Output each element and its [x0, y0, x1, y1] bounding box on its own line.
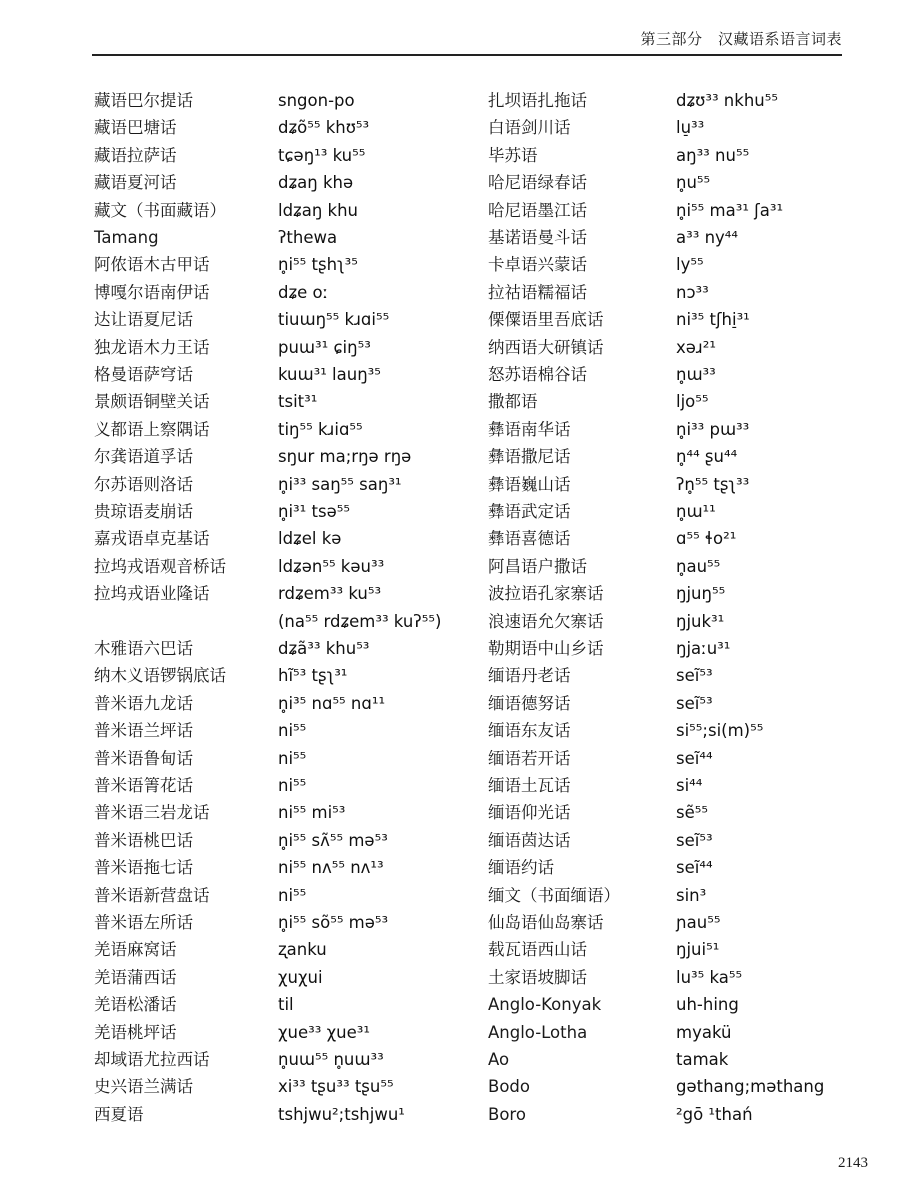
entry-form: sngon-po [278, 91, 355, 110]
entry-term: 嘉戎语卓克基话 [94, 529, 210, 548]
entry-form: ni⁵⁵ [278, 886, 307, 905]
entry-term: 缅语仰光话 [488, 803, 571, 822]
entry-form: n̥i³³ pɯ³³ [676, 420, 750, 439]
entry-term: 阿昌语户撒话 [488, 557, 587, 576]
entry-form: seĩ⁵³ [676, 694, 713, 713]
entry-form: lu³⁵ ka⁵⁵ [676, 968, 743, 987]
entry-form: (na⁵⁵ rdʑem³³ kuʔ⁵⁵) [278, 612, 442, 631]
entry-term: 拉祜语糯福话 [488, 283, 587, 302]
entry-term: 普米语左所话 [94, 913, 193, 932]
entry-form: n̥i⁵⁵ tʂhʅ³⁵ [278, 255, 358, 274]
entry-form: χuχui [278, 968, 323, 987]
entry-term: 羌语桃坪话 [94, 1023, 177, 1042]
entry-form: tsit³¹ [278, 392, 318, 411]
entry-form: gəthang;məthang [676, 1077, 825, 1096]
entry-form: rdʑem³³ ku⁵³ [278, 584, 382, 603]
entry-form: tiŋ⁵⁵ kɹiɑ⁵⁵ [278, 420, 363, 439]
entry-term: 哈尼语绿春话 [488, 173, 587, 192]
entry-term: 独龙语木力王话 [94, 338, 210, 357]
entry-term: 仙岛语仙岛寨话 [488, 913, 604, 932]
entry-form: n̥au⁵⁵ [676, 557, 721, 576]
entry-term: 却域语尤拉西话 [94, 1050, 210, 1069]
entry-form: kuɯ³¹ lauŋ³⁵ [278, 365, 381, 384]
entry-form: n̥i⁵⁵ sõ⁵⁵ mə⁵³ [278, 913, 389, 932]
entry-term: 普米语箐花话 [94, 776, 193, 795]
entry-form: dʑõ⁵⁵ khʊ⁵³ [278, 118, 370, 137]
entry-term: 缅语茵达话 [488, 831, 571, 850]
entry-form: xi³³ tʂu³³ tʂu⁵⁵ [278, 1077, 394, 1096]
entry-form: sin³ [676, 886, 707, 905]
entry-term: 拉坞戎语业隆话 [94, 584, 210, 603]
entry-term: 尔龚语道孚话 [94, 447, 193, 466]
entry-form: n̥u⁵⁵ [676, 173, 711, 192]
entry-form: sẽ⁵⁵ [676, 803, 708, 822]
entry-term: 彝语撒尼话 [488, 447, 571, 466]
entry-term: 白语剑川话 [488, 118, 571, 137]
entry-form: puɯ³¹ ɕiŋ⁵³ [278, 338, 371, 357]
entry-form: ni⁵⁵ mi⁵³ [278, 803, 346, 822]
page-number: 2143 [838, 1155, 868, 1171]
entry-term: 彝语喜德话 [488, 529, 571, 548]
entry-form: lu̠³³ [676, 118, 705, 137]
entry-form: ldʑaŋ khu [278, 201, 359, 220]
entry-form: sŋur ma;rŋə rŋə [278, 447, 412, 466]
entry-form: n̥i³¹ tsə⁵⁵ [278, 502, 350, 521]
entry-term: 羌语蒲西话 [94, 968, 177, 987]
entry-form: n̥i⁵⁵ ma³¹ ʃa³¹ [676, 201, 784, 220]
entry-form: hĩ⁵³ tʂʅ³¹ [278, 666, 348, 685]
entry-form: ldʑən⁵⁵ kəu³³ [278, 557, 385, 576]
entry-form: aŋ³³ nu⁵⁵ [676, 146, 750, 165]
entry-form: dʑʊ³³ nkhu⁵⁵ [676, 91, 778, 110]
entry-form: dʑaŋ khə [278, 173, 354, 192]
entry-term: 普米语鲁甸话 [94, 749, 193, 768]
entry-term: 扎坝语扎拖话 [488, 91, 587, 110]
entry-term: 彝语南华话 [488, 420, 571, 439]
entry-term: 缅语若开话 [488, 749, 571, 768]
entry-term: 藏语巴塘话 [94, 118, 177, 137]
entry-form: seĩ⁴⁴ [676, 749, 713, 768]
entry-form: seĩ⁵³ [676, 666, 713, 685]
entry-form: ni⁵⁵ [278, 721, 307, 740]
entry-form: ni⁵⁵ nʌ⁵⁵ nʌ¹³ [278, 858, 384, 877]
entry-term: 格曼语萨穹话 [94, 365, 193, 384]
entry-form: ʔthewa [278, 228, 338, 247]
entry-form: n̥uɯ⁵⁵ n̥uɯ³³ [278, 1050, 384, 1069]
entry-form: si⁴⁴ [676, 776, 703, 795]
entry-term: 缅语土瓦话 [488, 776, 571, 795]
entry-term: 土家语坡脚话 [488, 968, 587, 987]
entry-term: 彝语武定话 [488, 502, 571, 521]
entry-term: 缅文（书面缅语） [488, 886, 620, 905]
entry-term: 载瓦语西山话 [488, 940, 587, 959]
entry-term: 阿侬语木古甲话 [94, 255, 210, 274]
entry-term: Tamang [94, 228, 159, 247]
entry-form: myakü [676, 1023, 732, 1042]
entry-term: 卡卓语兴蒙话 [488, 255, 587, 274]
entry-term: 达让语夏尼话 [94, 310, 193, 329]
entry-term: 缅语丹老话 [488, 666, 571, 685]
entry-term: Anglo-Lotha [488, 1023, 588, 1042]
entry-form: ni⁵⁵ [278, 776, 307, 795]
entry-form: ɑ⁵⁵ ɬo²¹ [676, 529, 737, 548]
entry-term: 勒期语中山乡话 [488, 639, 604, 658]
entry-term: 羌语麻窝话 [94, 940, 177, 959]
entry-form: ŋjaːu³¹ [676, 639, 731, 658]
entry-term: 羌语松潘话 [94, 995, 177, 1014]
entry-form: n̥ɯ¹¹ [676, 502, 716, 521]
entry-term: 景颇语铜壁关话 [94, 392, 210, 411]
entry-term: 纳西语大研镇话 [488, 338, 604, 357]
entry-form: seĩ⁵³ [676, 831, 713, 850]
entry-form: ŋjuŋ⁵⁵ [676, 584, 726, 603]
entry-term: 波拉语孔家寨话 [488, 584, 604, 603]
entry-form: ʔn̥⁵⁵ tʂʅ³³ [676, 475, 750, 494]
entry-form: a³³ ny⁴⁴ [676, 228, 739, 247]
entry-term: 普米语桃巴话 [94, 831, 193, 850]
entry-term: 基诺语曼斗话 [488, 228, 587, 247]
entry-term: 藏语夏河话 [94, 173, 177, 192]
entry-form: ɲau⁵⁵ [676, 913, 721, 932]
entry-term: Boro [488, 1105, 526, 1124]
entry-term: 傈僳语里吾底话 [488, 310, 604, 329]
entry-form: n̥i⁵⁵ sʌ̃⁵⁵ mə⁵³ [278, 831, 388, 850]
entry-term: 缅语东友话 [488, 721, 571, 740]
entry-term: 拉坞戎语观音桥话 [94, 557, 226, 576]
entry-form: ly⁵⁵ [676, 255, 704, 274]
entry-form: ʐanku [278, 940, 327, 959]
entry-form: χue³³ χue³¹ [278, 1023, 370, 1042]
entry-form: til [278, 995, 294, 1014]
entry-term: Anglo-Konyak [488, 995, 602, 1014]
entry-term: 贵琼语麦崩话 [94, 502, 193, 521]
entry-term: 彝语巍山话 [488, 475, 571, 494]
entry-form: n̥⁴⁴ ʂu⁴⁴ [676, 447, 738, 466]
entry-term: 藏语巴尔提话 [94, 91, 193, 110]
entry-term: 缅语德努话 [488, 694, 571, 713]
entry-term: 藏文（书面藏语） [94, 201, 226, 220]
entry-form: dʑã³³ khu⁵³ [278, 639, 370, 658]
entry-form: tamak [676, 1050, 729, 1069]
entry-term: 普米语九龙话 [94, 694, 193, 713]
entry-form: ldʑel kə [278, 529, 342, 548]
entry-term: 普米语兰坪话 [94, 721, 193, 740]
entry-form: ²gō ¹thań [676, 1105, 753, 1124]
entry-term: 义都语上察隅话 [94, 420, 210, 439]
entry-form: ŋjuk³¹ [676, 612, 725, 631]
entry-form: ljo⁵⁵ [676, 392, 709, 411]
entry-term: 怒苏语棉谷话 [488, 365, 587, 384]
header-title: 第三部分 汉藏语系语言词表 [640, 30, 842, 48]
entry-form: seĩ⁴⁴ [676, 858, 713, 877]
entry-form: uh-hing [676, 995, 739, 1014]
entry-form: n̥i³³ saŋ⁵⁵ saŋ³¹ [278, 475, 402, 494]
entry-form: n̥i³⁵ nɑ⁵⁵ nɑ¹¹ [278, 694, 386, 713]
entry-term: 普米语新营盘话 [94, 886, 210, 905]
entry-term: 木雅语六巴话 [94, 639, 193, 658]
entry-term: 撒都语 [488, 392, 538, 411]
entry-form: nɔ³³ [676, 283, 709, 302]
entry-form: dʑe oː [278, 283, 329, 302]
entry-form: tshjwu²;tshjwu¹ [278, 1105, 405, 1124]
entry-term: Ao [488, 1050, 510, 1069]
entry-term: 普米语拖七话 [94, 858, 193, 877]
entry-term: 哈尼语墨江话 [488, 201, 587, 220]
entry-term: 普米语三岩龙话 [94, 803, 210, 822]
entry-term: 浪速语允欠寨话 [488, 612, 604, 631]
page-header [92, 22, 842, 56]
entry-term: 纳木义语锣锅底话 [94, 666, 226, 685]
entry-form: xəɹ²¹ [676, 338, 716, 357]
entry-form: ŋjui⁵¹ [676, 940, 720, 959]
entry-term: 缅语约话 [488, 858, 554, 877]
entry-form: si⁵⁵;si(m)⁵⁵ [676, 721, 764, 740]
entry-form: ni³⁵ tʃhi̠³¹ [676, 310, 750, 329]
entry-term: 博嘎尔语南伊话 [94, 283, 210, 302]
entry-form: tiuɯŋ⁵⁵ kɹɑi⁵⁵ [278, 310, 390, 329]
entry-term: 史兴语兰满话 [94, 1077, 193, 1096]
entry-form: ni⁵⁵ [278, 749, 307, 768]
entry-term: Bodo [488, 1077, 530, 1096]
entry-term: 西夏语 [94, 1105, 144, 1124]
entry-term: 尔苏语则洛话 [94, 475, 193, 494]
entry-form: n̥ɯ³³ [676, 365, 716, 384]
entry-term: 毕苏语 [488, 146, 538, 165]
entry-term: 藏语拉萨话 [94, 146, 177, 165]
entry-form: tɕəŋ¹³ ku⁵⁵ [278, 146, 366, 165]
